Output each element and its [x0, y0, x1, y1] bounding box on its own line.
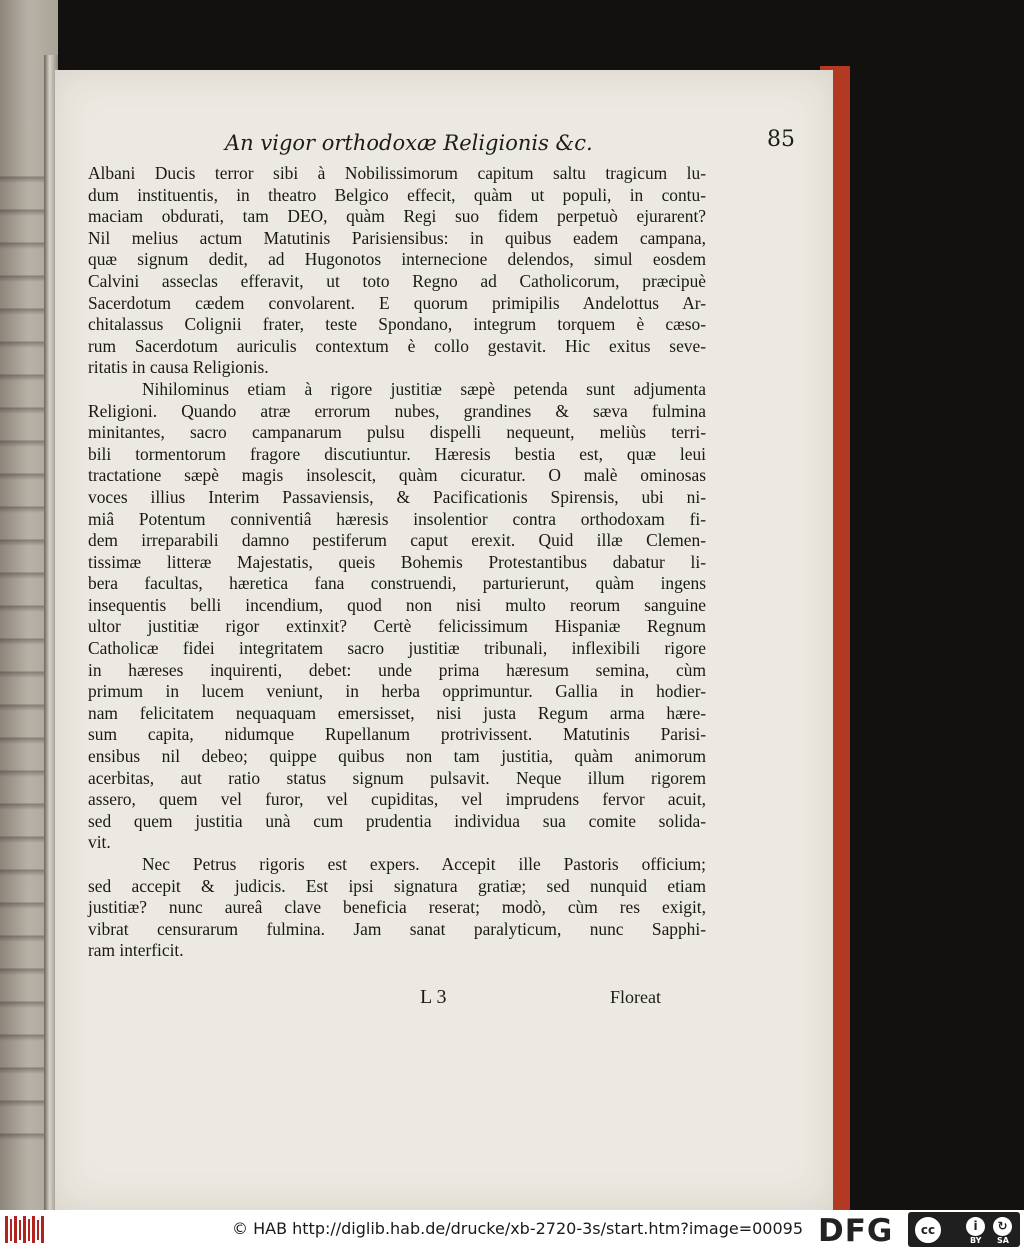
- text-line: tractatione sæpè magis insolescit, quàm cicuratur. O malè ominosas: [88, 465, 706, 486]
- text-line: nam felicitatem nequaquam emersisset, nisi justa Regum arma hære-: [88, 702, 706, 723]
- hab-barcode-icon: [4, 1214, 48, 1245]
- signature-mark: L 3: [420, 986, 447, 1008]
- text-line: Calvini asseclas efferavit, ut toto Regno ad Catholicorum, præcipuè: [88, 270, 706, 291]
- running-title: An vigor orthodoxæ Religionis &c.: [225, 131, 593, 155]
- text-line: maciam obdurati, tam DEO, quàm Regi suo fidem perpetuò ejurarent?: [88, 206, 706, 227]
- share-alike-icon: ↻: [993, 1217, 1012, 1236]
- text-line: Religioni. Quando atræ errorum nubes, grandines & sæva fulmina: [88, 400, 706, 421]
- catchword: Floreat: [610, 987, 661, 1007]
- text-line: bili tormentorum fragore discutiuntur. Hæresis bestia est, quæ leui: [88, 443, 706, 464]
- text-line: ultor justitiæ rigor extinxit? Certè felicissimum Hispaniæ Regnum: [88, 616, 706, 637]
- text-line: tissimæ litteræ Majestatis, queis Bohemis Protestantibus dabatur li-: [88, 551, 706, 572]
- text-line: Albani Ducis terror sibi à Nobilissimorum capitum saltu tragicum lu-: [88, 163, 706, 183]
- text-line: rum Sacerdotum auriculis contextum è collo gestavit. Hic exitus seve-: [88, 335, 706, 356]
- text-line: ritatis in causa Religionis.: [88, 357, 269, 378]
- text-line: chitalassus Colignii frater, teste Spondano, integrum torquem è cæso-: [88, 314, 706, 335]
- text-line: Nec Petrus rigoris est expers. Accepit ille Pastoris officium;: [142, 854, 706, 874]
- text-line: sum capita, nidumque Rupellanum protrivissent. Matutinis Parisi-: [88, 724, 706, 745]
- text-line: vibrat censurarum fulmina. Jam sanat paralyticum, nunc Sapphi-: [88, 918, 706, 939]
- text-line: dum instituentis, in theatro Belgico effecit, quàm ut populi, in contu-: [88, 184, 706, 205]
- cc-license-badge[interactable]: [908, 1212, 1020, 1247]
- text-line: sed accepit & judicis. Est ipsi signatura gratiæ; sed nunquid etiam: [88, 875, 706, 896]
- text-line: vit.: [88, 832, 111, 853]
- footer-bar: [0, 1210, 1024, 1249]
- text-line: Nil melius actum Matutinis Parisiensibus: in quibus eadem campana,: [88, 227, 706, 248]
- text-line: bera facultas, hæretica fana construendi, parturierunt, quàm ingens: [88, 573, 706, 594]
- book-page: [55, 70, 833, 1210]
- copyright-link[interactable]: © HAB http://diglib.hab.de/drucke/xb-2720-3s/start.htm?image=00095: [232, 1219, 803, 1238]
- text-line: ram interficit.: [88, 940, 184, 961]
- text-line: primum in lucem veniunt, in herba opprimuntur. Gallia in hodier-: [88, 681, 706, 702]
- text-line: sed quem justitia unà cum prudentia individua sua comite solida-: [88, 810, 706, 831]
- text-line: Sacerdotum cædem convolarent. E quorum primipilis Andelottus Ar-: [88, 292, 706, 313]
- body-text: [88, 163, 706, 962]
- cc-icon: cc: [913, 1215, 943, 1245]
- text-line: dem irreparabili damno pestiferum caput erexit. Quid illæ Clemen-: [88, 530, 706, 551]
- text-line: assero, quem vel furor, vel cupiditas, vel imprudens fervor acuit,: [88, 789, 706, 810]
- text-line: voces illius Interim Passaviensis, & Pacificationis Spirensis, ubi ni-: [88, 486, 706, 507]
- text-line: ensibus nil debeo; quippe quibus non tam justitia, quàm animorum: [88, 746, 706, 767]
- text-line: Catholicæ fidei integritatem sacro justitiæ tribunali, inflexibili rigore: [88, 638, 706, 659]
- attribution-icon: i: [966, 1217, 985, 1236]
- license-sa-label: SA: [997, 1236, 1009, 1245]
- text-line: Nihilominus etiam à rigore justitiæ sæpè petenda sunt adjumenta: [142, 378, 706, 399]
- text-line: justitiæ? nunc aureâ clave beneficia reserat; modò, cùm res exigit,: [88, 897, 706, 918]
- page-number: 85: [767, 127, 795, 152]
- license-by-label: BY: [970, 1236, 982, 1245]
- text-line: insequentis belli incendium, quod non nisi multo reorum sanguine: [88, 594, 706, 615]
- running-head: [225, 127, 795, 161]
- text-line: quæ signum dedit, ad Hugonotos internecione delendos, simul eosdem: [88, 249, 706, 270]
- text-line: miâ Potentum conniventiâ hæresis insolentior contra orthodoxam fi-: [88, 508, 706, 529]
- dfg-logo: DFG: [818, 1213, 894, 1249]
- text-line: minitantes, sacro campanarum pulsu dispelli nequeunt, meliùs terri-: [88, 422, 706, 443]
- text-line: in hæreses inquirenti, debet: unde prima hæresum semina, cùm: [88, 659, 706, 680]
- text-line: acerbitas, aut ratio status signum pulsavit. Neque illum rigorem: [88, 767, 706, 788]
